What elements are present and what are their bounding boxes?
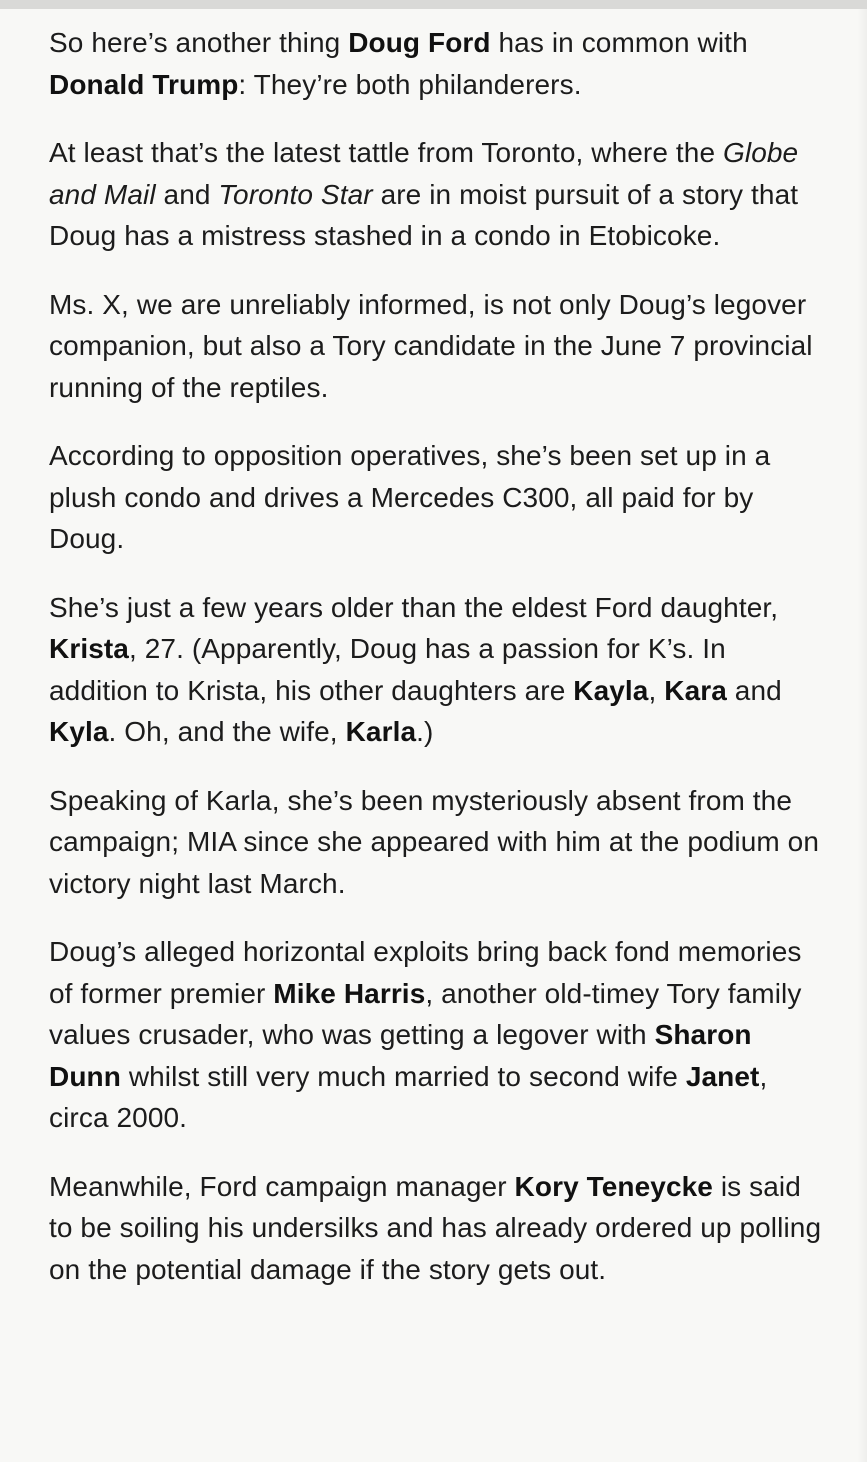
person-name-mike-harris: Mike Harris	[273, 977, 426, 1009]
text-run: and	[155, 178, 219, 210]
person-name-karla: Karla	[345, 716, 417, 747]
text-run: , circa 2000.	[49, 1060, 768, 1133]
person-name-krista: Krista	[49, 633, 129, 664]
paragraph-2	[49, 132, 824, 257]
paragraph-3	[49, 284, 824, 409]
text-run: , another old-timey Tory family values crusader, who was getting a legover with	[49, 977, 802, 1050]
text-run: are in moist pursuit of a story that Doug has a mistress stashed in a condo in Etobicoke.	[49, 178, 799, 251]
paragraph-6	[49, 780, 824, 905]
paragraph-5	[49, 587, 824, 753]
publication-name-toronto-star: Toronto Star	[218, 178, 373, 210]
text-run: .)	[416, 716, 434, 747]
text-run: and	[726, 674, 782, 706]
text-run: . Oh, and the wife,	[108, 716, 346, 747]
text-run: Doug’s alleged horizontal exploits bring back fond memories of former premier	[49, 936, 802, 1009]
person-name-kory-teneycke: Kory Teneycke	[514, 1170, 713, 1202]
paragraph-8	[49, 1166, 824, 1291]
text-run: ,	[648, 674, 665, 706]
top-border	[0, 0, 867, 9]
text-run: has in common with	[490, 27, 748, 58]
publication-name-globe-and-mail: Globe and Mail	[49, 137, 799, 210]
page-edge-shadow	[857, 9, 867, 1462]
text-run: At least that’s the latest tattle from Toronto, where the	[49, 137, 724, 168]
text-run: : They’re both philanderers.	[238, 68, 582, 100]
person-name-kyla: Kyla	[49, 716, 109, 747]
text-run: is said to be soiling his undersilks and has already ordered up polling on the potential damage if the story gets out.	[49, 1170, 822, 1285]
person-name-kara: Kara	[664, 674, 727, 706]
text-run: She’s just a few years older than the eldest Ford daughter,	[49, 591, 779, 623]
person-name-doug-ford: Doug Ford	[348, 27, 491, 58]
text-run: Ms. X, we are unreliably informed, is not only Doug’s legover companion, but also a Tory candidate in the June 7 provincial running of the reptiles.	[49, 288, 813, 403]
text-run: , 27. (Apparently, Doug has a passion for K’s. In addition to Krista, his other daughters are	[49, 633, 726, 706]
text-run: whilst still very much married to second wife	[120, 1060, 686, 1092]
paragraph-4	[49, 435, 824, 560]
paragraph-7	[49, 931, 824, 1139]
article-body	[49, 22, 824, 1317]
paragraph-1	[49, 22, 824, 105]
text-run: According to opposition operatives, she’s been set up in a plush condo and drives a Mercedes C300, all paid for by Doug.	[49, 440, 771, 554]
person-name-janet: Janet	[685, 1060, 760, 1092]
article-page	[0, 9, 867, 1462]
person-name-sharon-dunn: Sharon Dunn	[49, 1019, 752, 1092]
person-name-donald-trump: Donald Trump	[49, 68, 239, 100]
person-name-kayla: Kayla	[573, 674, 649, 706]
text-run: Speaking of Karla, she’s been mysteriously absent from the campaign; MIA since she appeared with him at the podium on victory night last March.	[49, 784, 820, 899]
text-run: So here’s another thing	[49, 27, 349, 58]
text-run: Meanwhile, Ford campaign manager	[49, 1170, 515, 1202]
